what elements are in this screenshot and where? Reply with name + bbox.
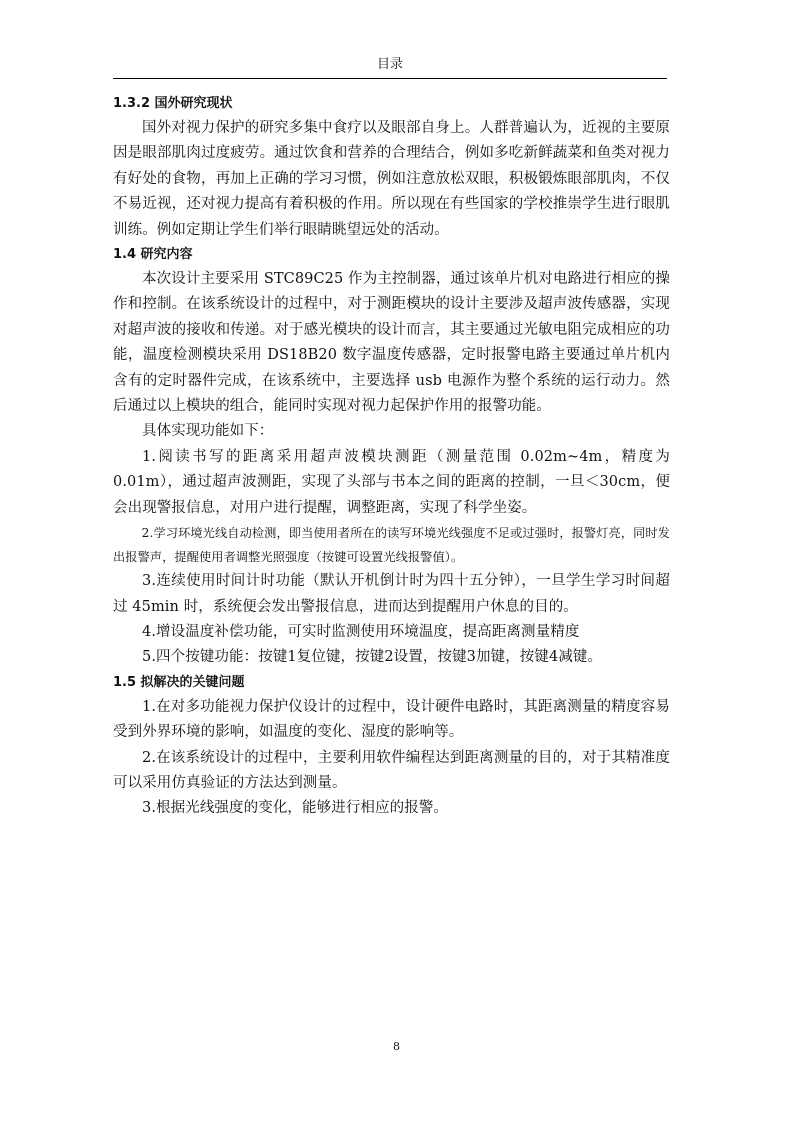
section-heading-1-5: 1.5 拟解决的关键问题	[113, 674, 245, 690]
paragraph-foreign-research: 国外对视力保护的研究多集中食疗以及眼部自身上。人群普遍认为，近视的主要原因是眼部肌肉过度疲劳。通过饮食和营养的合理结合，例如多吃新鲜蔬菜和鱼类对视力有好处的食物，再加上正确的学习习惯，例如注意放松双眼，积极锻炼眼部肌肉，不仅不易近视，还对视力提高有着积极的作用。所以现在有些国家的学校推崇学生进行眼肌训练。例如定期让学生们举行眼睛眺望远处的活动。	[113, 120, 670, 238]
paragraph-key-problem-1: 1.在对多功能视力保护仪设计的过程中，设计硬件电路时，其距离测量的精度容易受到外界环境的影响，如温度的变化、湿度的影响等。	[113, 698, 670, 741]
paragraph-function-1: 1.阅读书写的距离采用超声波模块测距（测量范围 0.02m~4m，精度为 0.01m），通过超声波测距，实现了头部与书本之间的距离的控制，一旦＜30cm，便会出现警报信息，对用户进行提醒，调整距离，实现了科学坐姿。	[113, 448, 670, 516]
page-number: 8	[393, 1040, 400, 1053]
paragraph-function-5: 5.四个按键功能：按键1复位键，按键2设置，按键3加键，按键4减键。	[142, 649, 603, 666]
paragraph-key-problem-3: 3.根据光线强度的变化，能够进行相应的报警。	[142, 800, 449, 817]
paragraph-research-content: 本次设计主要采用 STC89C25 作为主控制器，通过该单片机对电路进行相应的操作和控制。在该系统设计的过程中，对于测距模块的设计主要涉及超声波传感器，实现对超声波的接收和传递。对于感光模块的设计而言，其主要通过光敏电阻完成相应的功能，温度检测模块采用 DS18B20 数字温度传感器，定时报警电路主要通过单片机内含有的定时器件完成，在该系统中，主要选择 usb 电源作为整个系统的运行动力。然后通过以上模块的组合，能同时实现对视力起保护作用的报警功能。	[113, 271, 670, 415]
paragraph-function-4: 4.增设温度补偿功能，可实时监测使用环境温度，提高距离测量精度	[142, 623, 580, 640]
page-body	[113, 92, 670, 822]
header-rule	[113, 78, 667, 79]
running-header: 目录	[376, 57, 403, 72]
paragraph-function-2: 2.学习环境光线自动检测，即当使用者所在的读写环境光线强度不足或过强时，报警灯亮，同时发出报警声，提醒使用者调整光照强度（按键可设置光线报警值）。	[113, 526, 670, 565]
section-heading-1-3-2: 1.3.2 国外研究现状	[113, 96, 233, 111]
paragraph-function-3: 3.连续使用时间计时功能（默认开机倒计时为四十五分钟），一旦学生学习时间超过 45min 时，系统便会发出警报信息，进而达到提醒用户休息的目的。	[113, 573, 670, 615]
section-heading-1-4: 1.4 研究内容	[113, 247, 193, 263]
paragraph-key-problem-2: 2.在该系统设计的过程中，主要利用软件编程达到距离测量的目的，对于其精准度可以采用仿真验证的方法达到测量。	[113, 749, 670, 791]
paragraph-functions-intro: 具体实现功能如下：	[142, 423, 274, 440]
